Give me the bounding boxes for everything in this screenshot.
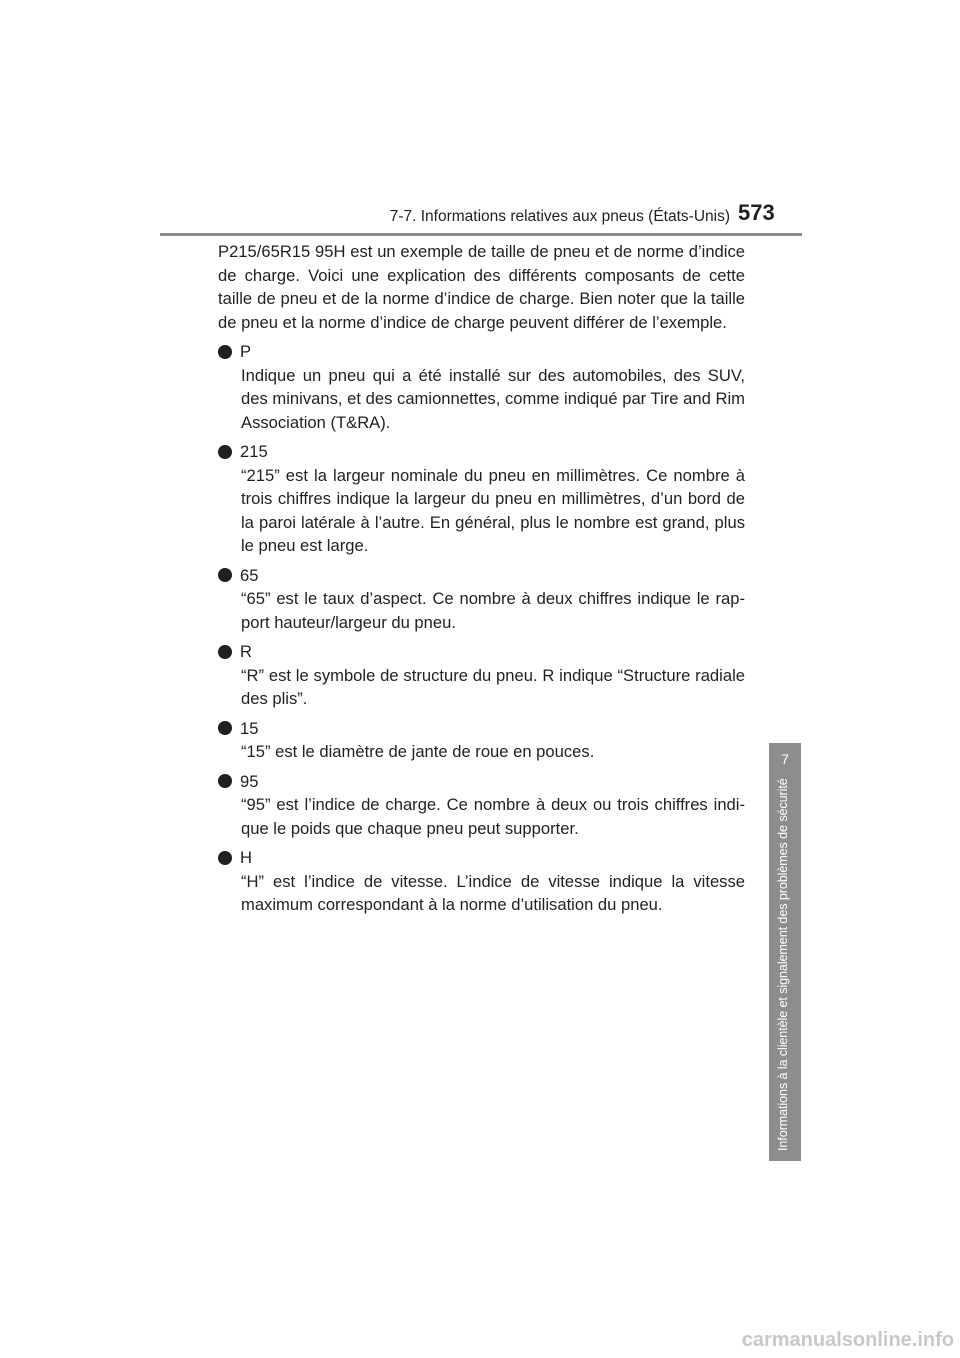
item-term: H — [240, 848, 252, 867]
item-term: 65 — [240, 565, 259, 585]
section-title: 7-7. Informations relatives aux pneus (États-Unis) — [389, 208, 730, 225]
chapter-side-tab — [769, 743, 801, 1161]
item-term: 215 — [240, 442, 268, 461]
item-description: “H” est l’indice de vitesse. L’indice de vitesse indique la vitesse maximum correspondant à la norme d’utilisation du pneu. — [241, 871, 745, 914]
item-description: “215” est la largeur nominale du pneu en millimètres. Ce nombre à trois chiffres indique la largeur du pneu en millimètres, d’un bord de la paroi latérale à l’autre. En général, plus le nombre est grand, plus le pneu est large. — [241, 465, 745, 555]
item-term: R — [240, 642, 252, 661]
bullet-icon — [218, 645, 232, 659]
item-term: P — [240, 342, 252, 361]
bullet-icon — [218, 345, 232, 359]
bullet-icon — [218, 721, 232, 735]
bullet-icon — [218, 851, 232, 865]
list-item — [218, 846, 745, 917]
list-item — [218, 717, 745, 764]
page-number: 573 — [738, 200, 775, 225]
item-term: 15 — [240, 718, 259, 738]
item-description: “15” est le diamètre de jante de roue en pouces. — [241, 742, 595, 761]
list-item — [218, 440, 745, 558]
chapter-title: Informations à la clientèle et signalement des problèmes de sécurité — [776, 778, 790, 1151]
intro-paragraph: P215/65R15 95H est un exemple de taille de pneu et de norme d’indice de charge. Voici une explication des différents composants de cette taille de pneu et de la norme d’indice de charge. Bien noter que la taille de pneu et la norme d’indice de charge peuvent différer de l’exemple. — [218, 242, 745, 332]
item-description: “95” est l’indice de charge. Ce nombre à deux ou trois chiffres indi-que le poids que chaque pneu peut supporter. — [241, 795, 745, 838]
list-item — [218, 770, 745, 841]
chapter-number: 7 — [781, 751, 789, 767]
bullet-icon — [218, 568, 232, 582]
header-divider — [160, 233, 802, 236]
item-description: Indique un pneu qui a été installé sur des automobiles, des SUV, des minivans, et des camionnettes, comme indiqué par Tire and Rim Association (T&RA). — [241, 365, 745, 432]
list-item — [218, 640, 745, 711]
watermark: carmanualsonline.info — [741, 1329, 954, 1351]
list-item — [218, 340, 745, 434]
list-item — [218, 564, 745, 635]
item-description: “R” est le symbole de structure du pneu. R indique “Structure radiale des plis”. — [241, 665, 745, 708]
bullet-icon — [218, 445, 232, 459]
page-content — [218, 240, 745, 923]
item-description: “65” est le taux d’aspect. Ce nombre à deux chiffres indique le rap-port hauteur/largeur du pneu. — [241, 589, 745, 632]
item-term: 95 — [240, 771, 259, 791]
bullet-icon — [218, 774, 232, 788]
